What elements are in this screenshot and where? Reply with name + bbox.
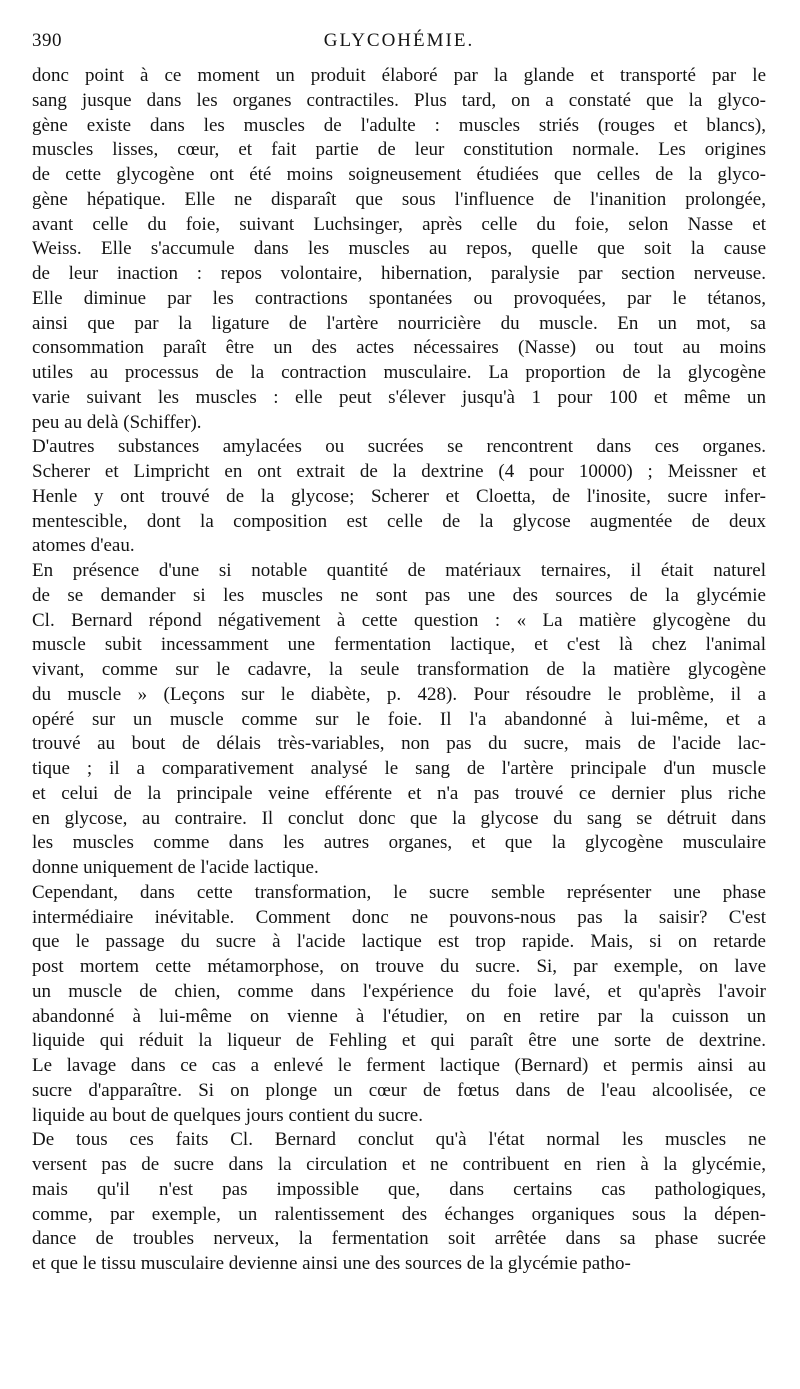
text-line: ainsi que par la ligature de l'artère nourricière du muscle. En un mot, sa [32,312,766,334]
text-line: atomes d'eau. [32,535,135,557]
text-line: De tous ces faits Cl. Bernard conclut qu'à l'état normal les muscles ne [32,1129,766,1151]
paragraph [32,64,766,435]
text-line: liquide qui réduit la liqueur de Fehling et qui paraît être une sorte de dextrine. [32,1030,766,1052]
text-line: donne uniquement de l'acide lactique. [32,857,319,878]
text-line: Scherer et Limpricht en ont extrait de la dextrine (4 pour 10000) ; Meissner et [32,461,766,482]
text-line: donc point à ce moment un produit élaboré par la glande et transporté par le [32,65,766,86]
paragraph [32,435,766,559]
text-line: Henle y ont trouvé de la glycose; Scherer et Cloetta, de l'inosite, sucre infer- [32,485,766,507]
text-line: et celui de la principale veine efférente et n'a pas trouvé ce dernier plus riche [32,782,766,804]
text-line: Weiss. Elle s'accumule dans les muscles au repos, quelle que soit la cause [32,238,766,260]
page-number: 390 [32,30,62,51]
text-line: mais qu'il n'est pas impossible que, dans certains cas pathologiques, [32,1178,766,1200]
page [32,26,766,1277]
text-line: sucre d'apparaître. Si on plonge un cœur de fœtus dans de l'eau alcoolisée, ce [32,1079,766,1101]
text-line: consommation paraît être un des actes nécessaires (Nasse) ou tout au moins [32,337,766,359]
text-line: abandonné à lui-même on vienne à l'étudier, on en retire par la cuisson un [32,1005,766,1027]
page-header [32,26,766,56]
text-line: vivant, comme sur le cadavre, la seule transformation de la matière glycogène [32,659,766,680]
paragraph [32,559,766,881]
text-line: gène existe dans les muscles de l'adulte : muscles striés (rouges et blancs), [32,114,766,136]
running-title: GLYCOHÉMIE. [323,30,475,51]
text-line: du muscle » (Leçons sur le diabète, p. 428). Pour résoudre le problème, il a [32,683,766,705]
text-line: Cl. Bernard répond négativement à cette question : « La matière glycogène du [32,609,766,631]
body-text [32,64,766,1277]
text-line: post mortem cette métamorphose, on trouve du sucre. Si, par exemple, on lave [32,956,766,977]
text-line: gène hépatique. Elle ne disparaît que sous l'influence de l'inanition prolongée, [32,188,766,210]
text-line: varie suivant les muscles : elle peut s'élever jusqu'à 1 pour 100 et même un [32,386,766,408]
text-line: avant celle du foie, suivant Luchsinger, après celle du foie, selon Nasse et [32,213,766,235]
text-line: muscles lisses, cœur, et fait partie de leur constitution normale. Les origines [32,139,766,161]
text-line: mentescible, dont la composition est celle de la glycose augmentée de deux [32,510,766,532]
text-line: dance de troubles nerveux, la fermentation soit arrêtée dans sa phase sucrée [32,1228,766,1250]
text-line: intermédiaire inévitable. Comment donc ne pouvons-nous pas la saisir? C'est [32,906,766,928]
text-line: Cependant, dans cette transformation, le sucre semble représenter une phase [32,881,766,903]
text-line: de leur inaction : repos volontaire, hibernation, paralysie par section nerveuse. [32,263,766,284]
text-line: utiles au processus de la contraction musculaire. La proportion de la glycogène [32,362,766,383]
text-line: de se demander si les muscles ne sont pas une des sources de la glycémie [32,584,766,606]
paragraph [32,1128,766,1277]
text-line: en glycose, au contraire. Il conclut donc que la glycose du sang se détruit dans [32,807,766,829]
text-line: tique ; il a comparativement analysé le sang de l'artère principale d'un muscle [32,758,766,779]
text-line: comme, par exemple, un ralentissement des échanges organiques sous la dépen- [32,1203,766,1225]
text-line: Le lavage dans ce cas a enlevé le ferment lactique (Bernard) et permis ainsi au [32,1055,766,1076]
text-line: opéré sur un muscle comme sur le foie. Il l'a abandonné à lui-même, et a [32,708,766,730]
text-line: En présence d'une si notable quantité de matériaux ternaires, il était naturel [32,560,766,581]
text-line: un muscle de chien, comme dans l'expérience du foie lavé, et qu'après l'avoir [32,980,766,1002]
text-line: les muscles comme dans les autres organes, et que la glycogène musculaire [32,832,766,854]
paragraph [32,881,766,1129]
text-line: et que le tissu musculaire devienne ainsi une des sources de la glycémie patho- [32,1253,631,1274]
text-line: trouvé au bout de délais très-variables, non pas du sucre, mais de l'acide lac- [32,733,766,755]
text-line: versent pas de sucre dans la circulation et ne contribuent en rien à la glycémie, [32,1154,766,1175]
text-line: liquide au bout de quelques jours contient du sucre. [32,1104,423,1126]
text-line: de cette glycogène ont été moins soigneusement étudiées que celles de la glyco- [32,164,766,185]
text-line: que le passage du sucre à l'acide lactique est trop rapide. Mais, si on retarde [32,931,766,953]
text-line: D'autres substances amylacées ou sucrées se rencontrent dans ces organes. [32,436,766,458]
text-line: peu au delà (Schiffer). [32,411,202,433]
text-line: Elle diminue par les contractions spontanées ou provoquées, par le tétanos, [32,287,766,309]
text-line: sang jusque dans les organes contractiles. Plus tard, on a constaté que la glyco- [32,89,766,111]
text-line: muscle subit incessamment une fermentation lactique, et c'est là chez l'animal [32,634,766,656]
